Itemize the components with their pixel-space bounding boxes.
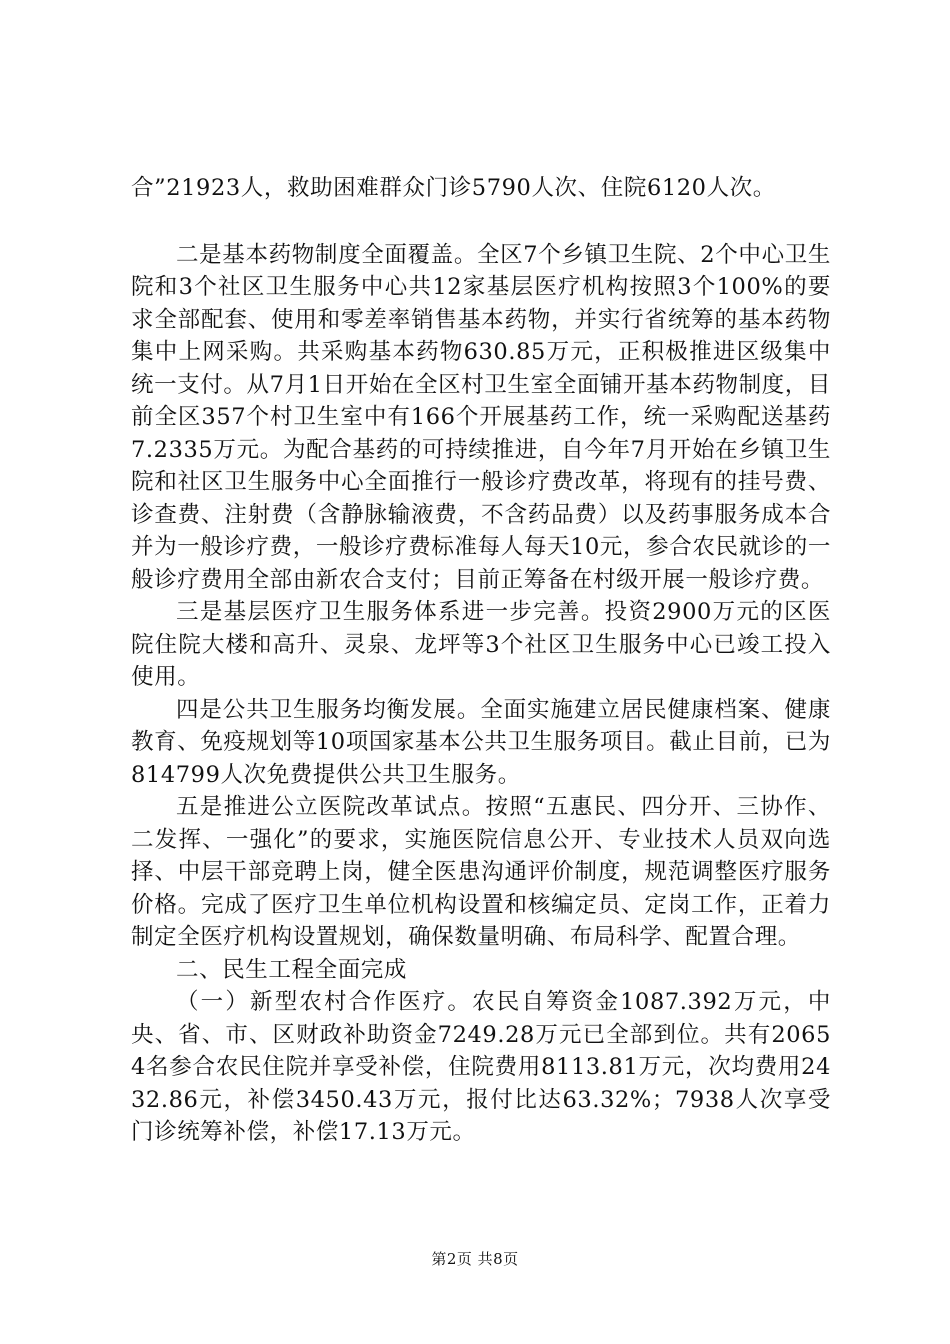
paragraph-hospital-reform: 五是推进公立医院改革试点。按照“五惠民、四分开、三协作、二发挥、一强化”的要求，实施医院信息公开、专业技术人员双向选择、中层干部竞聘上岗，健全医患沟通评价制度，规范调整医疗服务价格。完成了医疗卫生单位机构设置和核编定员、定岗工作，正着力制定全医疗机构设置规划，确保数量明确、布局科学、配置合理。 [131, 794, 831, 950]
paragraph-public-health: 四是公共卫生服务均衡发展。全面实施建立居民健康档案、健康教育、免疫规划等10项国家基本公共卫生服务项目。截止目前，已为814799人次免费提供公共卫生服务。 [131, 696, 831, 788]
paragraph-rural-cooperative-medical: （一）新型农村合作医疗。农民自筹资金1087.392万元，中央、省、市、区财政补助资金7249.28万元已全部到位。共有20654名参合农民住院并享受补偿，住院费用8113.81万元，次均费用2432.86元，补偿3450.43万元，报付比达63.32%；7938人次享受门诊统筹补偿，补偿17.13万元。 [131, 989, 831, 1145]
page-footer: 第2页 共8页 [431, 1250, 519, 1268]
document-body [131, 172, 831, 1149]
paragraph-continuation: 合”21923人，救助困难群众门诊5790人次、住院6120人次。 [131, 175, 776, 201]
paragraph-essential-drugs: 二是基本药物制度全面覆盖。全区7个乡镇卫生院、2个中心卫生院和3个社区卫生服务中心共12家基层医疗机构按照3个100%的要求全部配套、使用和零差率销售基本药物，并实行省统筹的基本药物集中上网采购。共采购基本药物630.85万元，正积极推进区级集中统一支付。从7月1日开始在全区村卫生室全面铺开基本药物制度，目前全区357个村卫生室中有166个开展基药工作，统一采购配送基药7.2335万元。为配合基药的可持续推进，自今年7月开始在乡镇卫生院和社区卫生服务中心全面推行一般诊疗费改革，将现有的挂号费、诊查费、注射费（含静脉输液费，不含药品费）以及药事服务成本合并为一般诊疗费，一般诊疗费标准每人每天10元，参合农民就诊的一般诊疗费用全部由新农合支付；目前正筹备在村级开展一般诊疗费。 [131, 241, 831, 593]
section-heading-livelihood: 二、民生工程全面完成 [176, 956, 408, 983]
paragraph-service-system: 三是基层医疗卫生服务体系进一步完善。投资2900万元的区医院住院大楼和高升、灵泉、龙坪等3个社区卫生服务中心已竣工投入使用。 [131, 599, 831, 690]
